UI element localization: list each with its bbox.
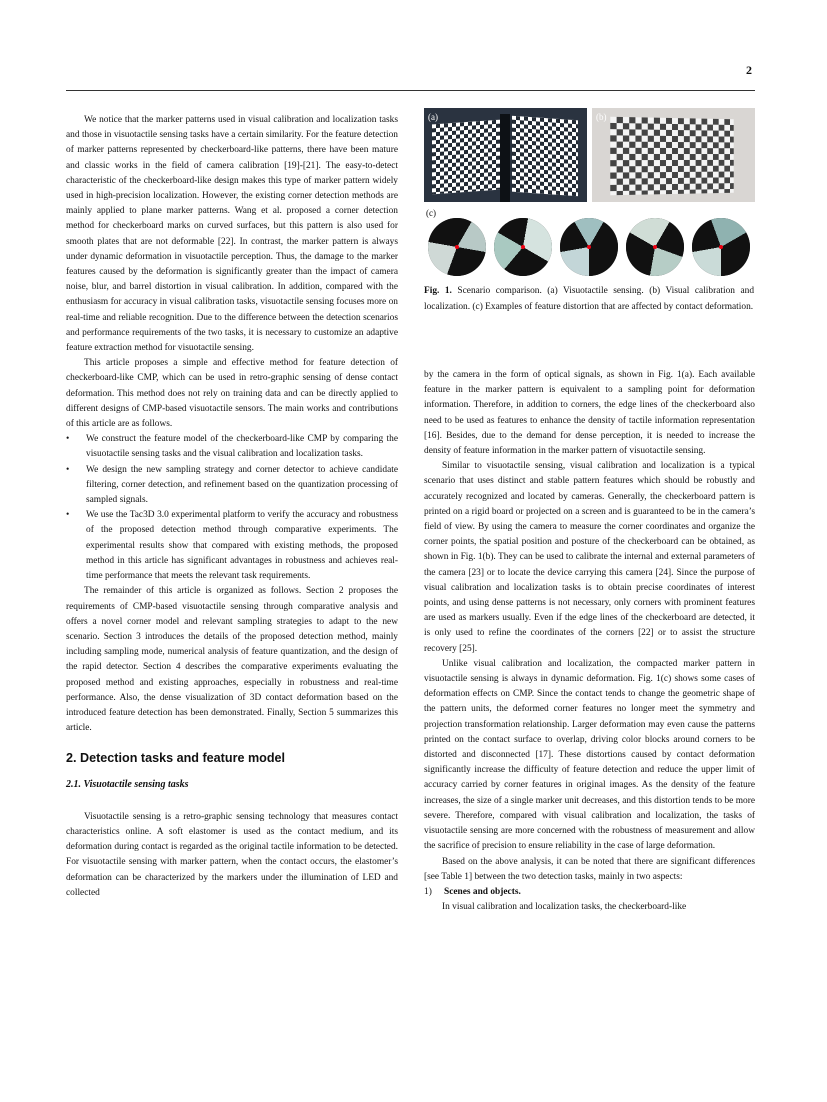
list-item: • We construct the feature model of the checkerboard-like CMP by comparing the visuotactile sensing tasks and the visual calibration and localization tasks. xyxy=(66,432,398,462)
list-item: • We design the new sampling strategy and corner detector to achieve candidate filtering, corner detection, and refinement based on the quantization processing of sampled signals. xyxy=(66,463,398,509)
corner-marker xyxy=(653,245,657,249)
item-number: 1) xyxy=(424,886,432,897)
paragraph: The remainder of this article is organized as follows. Section 2 proposes the requirements of CMP-based visuotactile sensing through comparative analysis and offers a novel corner model and relevant sampling strategies to adapt to the new scenario. Section 3 introduces the details of the proposed detection method, mainly including sampling mode, numerical analysis of feature quantization, and the design of the rapid detector. Section 4 describes the comparative experiments evaluating the proposed method and existing approaches, especially in robustness and real-time performance. Also, the dense visualization of 3D contact deformation based on the introduced feature detection has been demonstrated. Finally, Section 5 summarizes this article. xyxy=(66,586,398,734)
caption-text: Scenario comparison. (a) Visuotactile sensing. (b) Visual calibration and localization. (c) Examples of feature distortion that are affected by contact deformation. xyxy=(424,286,755,312)
paragraph: This article proposes a simple and effective method for feature detection of checkerboard-like CMP, which can be used in retro-graphic sensing of dense contact deformation. This method does not rely on training data and can be directly applied to different designs of CMP-based visuotactile sensors. The main works and contributions of this article are as follows. xyxy=(66,358,398,430)
section-title: 2. Detection tasks and feature model xyxy=(66,751,286,766)
panel-label-c: (c) xyxy=(426,208,436,218)
caption-label: Fig. 1. xyxy=(424,286,452,296)
subsection-title: 2.1. Visuotactile sensing tasks xyxy=(66,778,189,790)
paragraph: Similar to visuotactile sensing, visual calibration and localization is a typical scenario that uses distinct and stable pattern features which should be robustly and accurately recognized and located by cameras. Generally, the checkerboard pattern is printed on a rigid board or projected on a screen and is guaranteed to be in the camera’s field of view. By using the camera to measure the corner coordinates and organize the corner points, the spatial position and posture of the checkerboard can be obtained, as shown in Fig. 1(b). They can be used to calibrate the internal and external parameters of the camera [23] or to locate the device carrying this camera [24]. Since the purpose of visual calibration and localization tasks is to obtain precise coordinates of interest points, and using dense patterns is not necessary, only corners with prominent features are used as markers usually. Even if the edge lines of the checkerboard are detected, it is only used to refine the coordinates of the corners [22] or to assist the structure recovery [25]. xyxy=(424,461,755,654)
corner-marker xyxy=(587,245,591,249)
figure-panel-b xyxy=(592,108,755,202)
elastomer-pattern-right xyxy=(512,116,578,197)
header-rule xyxy=(66,90,755,91)
right-column xyxy=(424,368,755,915)
sensor-divider xyxy=(500,114,510,202)
panel-label-b: (b) xyxy=(596,112,607,122)
paragraph: Unlike visual calibration and localization, the compacted marker pattern in visuotactile sensing is always in dynamic deformation. Fig. 1(c) shows some cases of deformation effects on CMP. Since the contact tends to change the geometric shape of the pattern units, the deformed corner features no longer meet the symmetry and projection transformation relationship. Larger deformation may even cause the patterns printed on the contact surface to overlap, driving color blocks around corners to be distorted and disconnected [17]. These distortions caused by contact deformation significantly increase the difficulty of feature detection and reduce the upper limit of accuracy carried by corner features in original images. As the density of the feature increases, the size of a single marker unit decreases, and this distortion tends to be more severe. Therefore, compared with visual calibration and localization, the tasks of visuotactile sensing are more concerned with the robustness of measurement and allow the sacrifice of precision to ensure reliability in the case of large deformation. xyxy=(424,658,755,852)
distortion-example xyxy=(692,218,750,276)
panel-label-a: (a) xyxy=(428,112,438,122)
figure-caption xyxy=(424,284,754,316)
paragraph: Based on the above analysis, it can be noted that there are significant differences [see Table 1] between the two detection tasks, mainly in two aspects: xyxy=(424,856,755,882)
paragraph: We notice that the marker patterns used in visual calibration and localization tasks and those in visuotactile sensing tasks have a certain similarity. For the feature detection of marker patterns represented by checkerboard-like patterns, there have been mature and classic works in the field of camera calibration [19]-[21]. The easy-to-detect characteristic of the checkerboard-like design makes this type of marker pattern widely used in high-precision localization. However, the existing corner detection methods are mainly applied to plane marker patterns. Wang et al. proposed a corner detection method for checkerboard marks on curved surfaces, but this pattern is also used for smooth plates that are not deformable [22]. In contrast, the marker pattern is always under dynamic deformation in visuotactile perception. Thus, the damage to the marker features caused by the deformation is significantly greater than the impact of camera noise, blur, and barrel distortion in visual calibration. In addition, compared with the enthusiasm for accuracy in visual calibration tasks, visuotactile sensing focuses more on real-time and reliable recognition. Due to the difference between the detection scenarios and performance requirements of the two tasks, it is necessary to customize an adaptive feature extraction method for visuotactile sensing. xyxy=(66,115,398,354)
contribution-list xyxy=(66,432,398,584)
numbered-item xyxy=(424,885,755,900)
elastomer-pattern-left xyxy=(432,120,500,195)
list-item: • We use the Tac3D 3.0 experimental platform to verify the accuracy and robustness of the proposed detection method through comparative experiments. The experimental results show that compared with existing methods, the proposed method in this article has significant advantages in robustness and achieves real-time performance that meets the relevant task requirements. xyxy=(66,508,398,584)
paragraph: In visual calibration and localization tasks, the checkerboard-like xyxy=(442,902,687,913)
distortion-example xyxy=(494,218,552,276)
corner-marker xyxy=(521,245,525,249)
item-title: Scenes and objects. xyxy=(444,886,521,897)
paragraph: by the camera in the form of optical signals, as shown in Fig. 1(a). Each available feature in the marker pattern is equivalent to a sampling point for deformation information. Therefore, in addition to corners, the edge lines of the checkerboard also need to be used as features to enhance the density of tactile information representation [16]. Besides, due to the demand for dense perception, it is needed to increase the density of feature information in the marker pattern of visuotactile sensing. xyxy=(424,370,755,457)
distortion-example xyxy=(428,218,486,276)
corner-marker xyxy=(455,245,459,249)
checkerboard-pattern xyxy=(610,117,733,196)
figure-1 xyxy=(424,108,755,280)
left-column xyxy=(66,113,398,901)
distortion-example xyxy=(560,218,618,276)
figure-panel-a xyxy=(424,108,587,202)
page-number: 2 xyxy=(746,63,752,77)
corner-marker xyxy=(719,245,723,249)
distortion-example xyxy=(626,218,684,276)
paragraph: Visuotactile sensing is a retro-graphic sensing technology that measures contact characteristics online. A soft elastomer is used as the contact medium, and its deformation during contact is regarded as the original tactile information to be detected. For visuotactile sensing with marker pattern, when the contact occurs, the elastomer’s deformation can be characterized by the markers under the illumination of LED and collected xyxy=(66,811,398,898)
